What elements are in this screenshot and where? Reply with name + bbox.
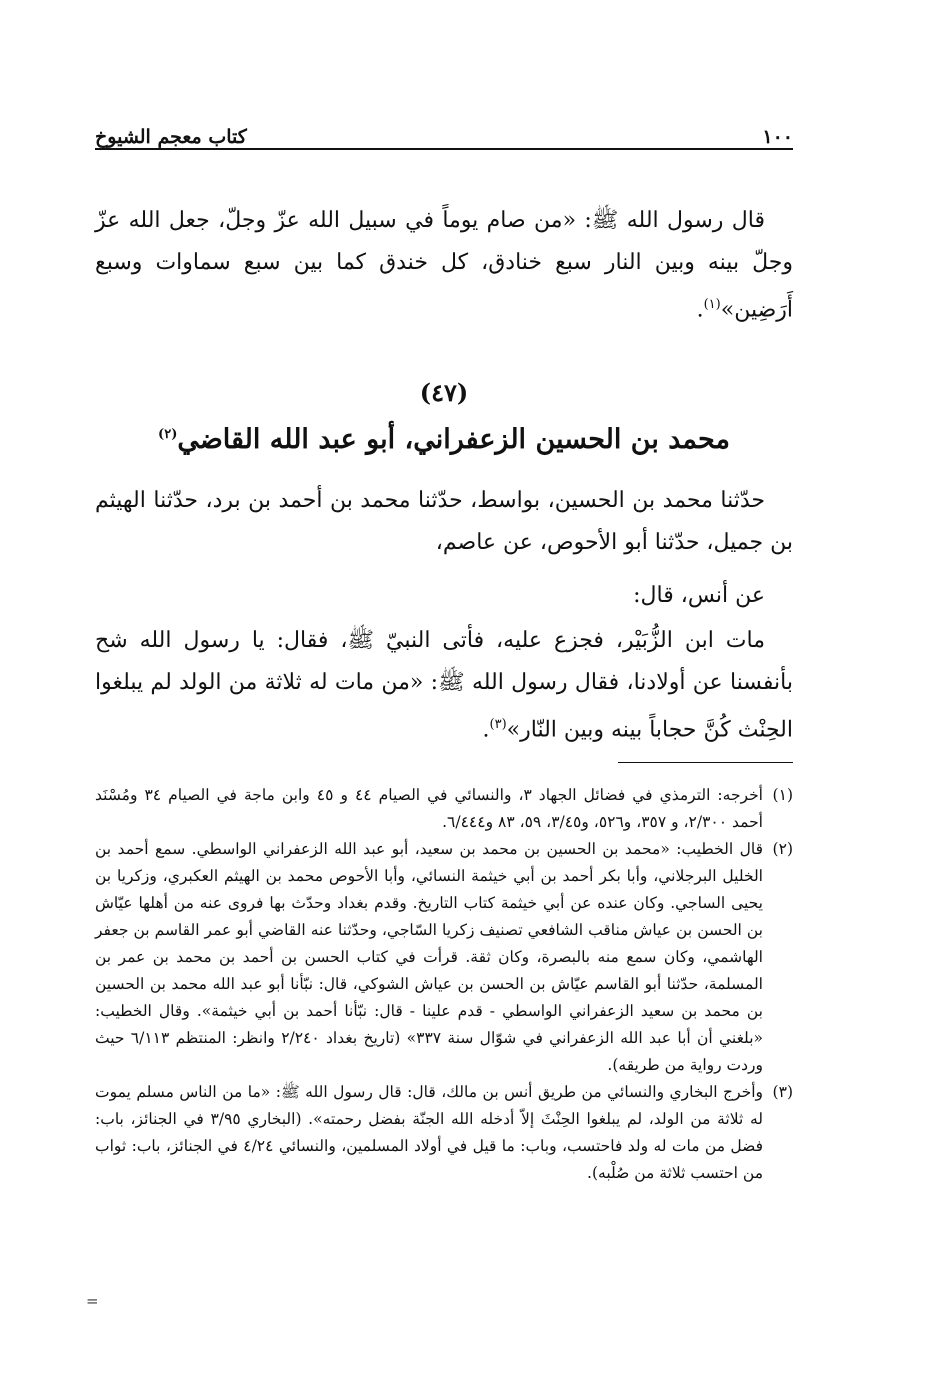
footnote-number: (٣)	[772, 1083, 793, 1101]
entry-number: (٤٧)	[419, 378, 469, 407]
footnote-text: قال الخطيب: «محمد بن الحسين بن محمد بن سعيد، أبو عبد الله الزعفراني الواسطي. سمع أحمد بن الخليل البرجلاني، وأبا بكر أحمد بن أبي خيثمة النسائي، وأبا الأحوص محمد بن الهيثم العكبري، وزكريا بن يحيى الساجي. وكان عنده عن أبي خيثمة كتاب التاريخ. وقدم بغداد وحدّث بها فروى عنه من أهلها عيّاش بن الحسن بن عياش مناقب الشافعي تصنيف زكريا السّاجي، وحدّثنا عنه القاضي أبو عمر القاسم بن جعفر الهاشمي، وكان سمع منه بالبصرة، وكان ثقة. قرأت في كتاب الحسن بن أحمد بن محمد بن عمر بن المسلمة، حدّثنا أبو القاسم عيّاش بن الحسن بن عياش الشوكي، قال: نبّأنا أبو عبد الله محمد بن الحسين بن محمد بن سعيد الزعفراني الواسطي - قدم علينا - قال: نبّأنا أحمد بن أبي خيثمة». وقال الخطيب: «بلغني أن أبا عبد الله الزعفراني في شوّال سنة ٣٣٧» (تاريخ بغداد ٢/٢٤٠ وانظر: المنتظم ٦/١١٣ حيث وردت رواية من طريقه).	[95, 840, 763, 1074]
page-number: ١٠٠	[762, 126, 793, 148]
hadith-main	[95, 620, 793, 751]
footnote-text: وأخرج البخاري والنسائي من طريق أنس بن مالك، قال: قال رسول الله ﷺ: «ما من الناس مسلم يموت له ثلاثة من الولد، لم يبلغوا الحِنْثَ إلاّ أدخله الله الجنّة بفضل رحمته». (البخاري ٣/٩٥ في الجنائز، باب: فضل من مات له ولد فاحتسب، وباب: ما قيل في أولاد المسلمين، والنسائي ٤/٢٤ في الجنائز، باب: ثواب من احتسب ثلاثة من صُلْبه).	[95, 1083, 764, 1182]
entry-title	[95, 424, 793, 455]
hadith-top-end: .	[696, 297, 704, 323]
hadith-main-paragraph	[95, 620, 793, 751]
hadith-main-text: مات ابن الزُّبَيْر، فجزع عليه، فأتى النبيّ ﷺ، فقال: يا رسول الله شح بأنفسنا عن أولادنا، فقال رسول الله ﷺ: «من مات له ثلاثة من الولد لم يبلغوا الحِنْث كُنَّ حجاباً بينه وبين النّار»	[95, 628, 793, 743]
footnotes-separator	[618, 762, 793, 763]
hadith-main-end: .	[482, 717, 490, 743]
footnote-ref-2: (٢)	[158, 427, 178, 442]
footnote-number: (٢)	[772, 840, 793, 858]
margin-mark: =	[86, 1292, 99, 1310]
footnote-3	[95, 1079, 793, 1187]
footnote-1	[95, 782, 793, 836]
footnote-ref-3: (٣)	[489, 717, 507, 732]
book-title: كتاب معجم الشيوخ	[95, 126, 247, 148]
footnote-number: (١)	[772, 786, 793, 804]
hadith-top-paragraph	[95, 200, 793, 331]
hadith-top-text: قال رسول الله ﷺ: «من صام يوماً في سبيل الله عزّ وجلّ، جعل الله عزّ وجلّ بينه وبين النار سبع خنادق، كل خندق كما بين سبع سماوات وسبع أَرَضِين»	[95, 208, 793, 323]
isnad	[95, 480, 793, 564]
entry-title-text: محمد بن الحسين الزعفراني، أبو عبد الله القاضي	[177, 424, 730, 455]
narrator-text: عن أنس، قال:	[633, 583, 765, 608]
footnote-ref-1: (١)	[703, 297, 721, 312]
hadith-top	[95, 200, 793, 331]
isnad-text: حدّثنا محمد بن الحسين، بواسط، حدّثنا محمد بن أحمد بن برد، حدّثنا الهيثم بن جميل، حدّثنا أبو الأحوص، عن عاصم،	[95, 488, 793, 555]
running-header	[95, 118, 793, 148]
footnotes	[95, 782, 793, 1187]
narrator-line	[95, 575, 793, 617]
footnote-2	[95, 836, 793, 1079]
footnote-text: أخرجه: الترمذي في فضائل الجهاد ٣، والنسائي في الصيام ٤٤ و ٤٥ وابن ماجة في الصيام ٣٤ ومُسْنَد أحمد ٢/٣٠٠، و ٣٥٧، و٥٢٦، و٣/٤٥، ٥٩، ٨٣ و٦/٤٤٤.	[95, 786, 763, 831]
header-rule	[95, 148, 793, 150]
